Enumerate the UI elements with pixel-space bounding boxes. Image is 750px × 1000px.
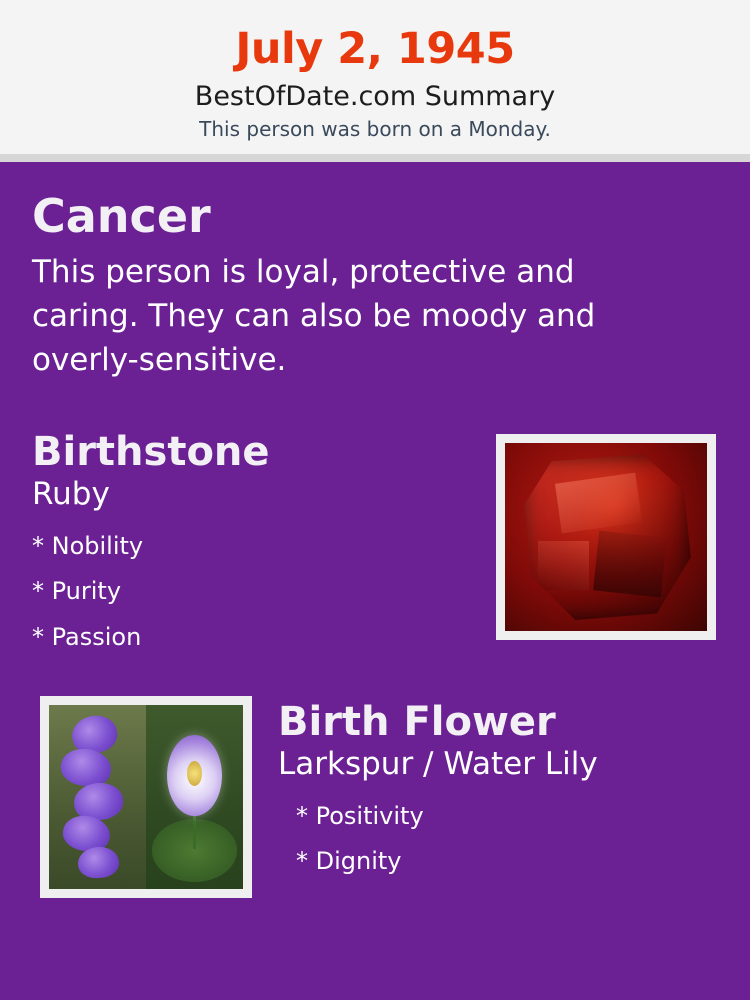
water-lily-image [146,705,243,889]
page-title: July 2, 1945 [235,24,515,74]
gem-facet [593,531,667,597]
ruby-image [505,443,707,631]
birth-flower-trait: * Positivity [296,801,424,830]
birth-flower-title: Birth Flower [278,699,556,746]
birthstone-trait: * Passion [32,622,142,651]
birth-flower-name: Larkspur / Water Lily [278,746,598,783]
birthstone-trait: * Nobility [32,531,144,560]
birth-flower-trait: * Dignity [296,847,402,876]
gem-shape [521,455,691,620]
larkspur-image [49,705,146,889]
gem-facet [538,541,589,591]
birth-flower-traits [278,794,718,885]
birth-flower-text-block [278,694,718,884]
zodiac-sign-title: Cancer [32,189,211,243]
birthstone-title: Birthstone [32,429,270,476]
header-divider [0,154,750,162]
birthstone-photo [496,434,716,640]
birth-flower-photo [40,696,252,898]
birthstone-text-block [32,430,462,660]
details-panel [0,162,750,1000]
birth-flower-section [32,694,718,904]
site-summary-label: BestOfDate.com Summary [194,81,556,113]
zodiac-description: This person is loyal, protective and caring. They can also be moody and overly-sensitive. [32,254,596,379]
flower-image [49,705,243,889]
card-header [0,0,750,154]
flower-petal [77,846,120,880]
born-day-note: This person was born on a Monday. [199,117,551,142]
birthstone-section [32,430,718,660]
gem-facet [555,472,643,532]
birthstone-trait: * Purity [32,577,122,606]
birthstone-name: Ruby [32,476,110,513]
